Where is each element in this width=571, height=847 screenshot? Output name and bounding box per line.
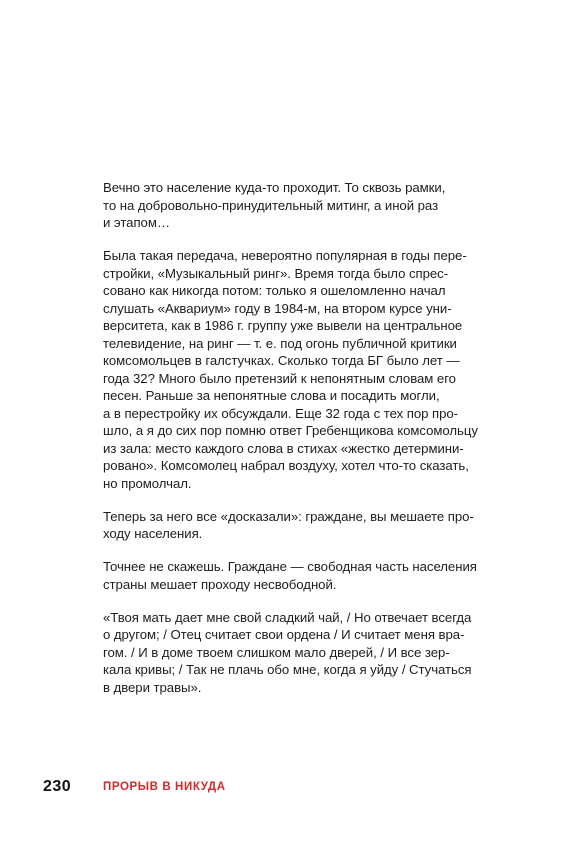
text-line: стройки, «Музыкальный ринг». Время тогда было спрес- bbox=[103, 265, 449, 281]
body-text bbox=[103, 179, 479, 712]
text-line: страны мешает проходу несвободной. bbox=[103, 576, 337, 592]
page-footer bbox=[0, 778, 571, 798]
text-line: слушать «Аквариум» году в 1984-м, на втором курсе уни- bbox=[103, 300, 452, 316]
text-line: шло, а я до сих пор помню ответ Гребенщикова комсомольцу bbox=[103, 423, 478, 438]
text-line: из зала: место каждого слова в стихах «жестко детермини- bbox=[103, 440, 464, 456]
text-line: комсомольцев в галстучках. Сколько тогда БГ было лет — bbox=[103, 353, 460, 368]
text-line: года 32? Много было претензий к непонятным словам его bbox=[103, 370, 456, 386]
text-line: совано как никогда потом: только я ошеломленно начал bbox=[103, 283, 446, 298]
text-line: верситета, как в 1986 г. группу уже вывели на центральное bbox=[103, 318, 463, 333]
paragraph bbox=[103, 179, 479, 232]
text-line: а в перестройку их обсуждали. Еще 32 года с тех пор про- bbox=[103, 405, 459, 421]
text-line: в двери травы». bbox=[103, 679, 202, 695]
text-line: Точнее не скажешь. Граждане — свободная часть населения bbox=[103, 559, 477, 574]
page-number: 230 bbox=[43, 778, 72, 795]
paragraph bbox=[103, 558, 479, 593]
text-line: песен. Раньше за непонятные слова и посадить могли, bbox=[103, 388, 440, 403]
paragraph bbox=[103, 508, 479, 543]
text-line: Вечно это население куда-то проходит. То сквозь рамки, bbox=[103, 180, 446, 195]
text-line: но промолчал. bbox=[103, 475, 192, 491]
text-line: кала кривы; / Так не плачь обо мне, когда я уйду / Стучаться bbox=[103, 662, 472, 677]
paragraph bbox=[103, 609, 479, 697]
text-line: Была такая передача, невероятно популярная в годы пере- bbox=[103, 248, 467, 263]
text-line: и этапом… bbox=[103, 215, 170, 230]
text-line: телевидение, на ринг — т. е. под огонь публичной критики bbox=[103, 335, 457, 351]
paragraph bbox=[103, 247, 479, 492]
text-line: то на добровольно-принудительный митинг, а иной раз bbox=[103, 197, 439, 213]
text-line: ровано». Комсомолец набрал воздуху, хотел что-то сказать, bbox=[103, 458, 469, 473]
text-line: о другом; / Отец считает свои ордена / И считает меня вра- bbox=[103, 627, 465, 642]
text-line: гом. / И в доме твоем слишком мало дверей, / И все зер- bbox=[103, 644, 450, 660]
running-title: ПРОРЫВ В НИКУДА bbox=[103, 781, 226, 793]
text-line: Теперь за него все «досказали»: граждане, вы мешаете про- bbox=[103, 508, 474, 524]
text-line: «Твоя мать дает мне свой сладкий чай, / Но отвечает всегда bbox=[103, 609, 472, 625]
text-line: ходу населения. bbox=[103, 526, 203, 541]
